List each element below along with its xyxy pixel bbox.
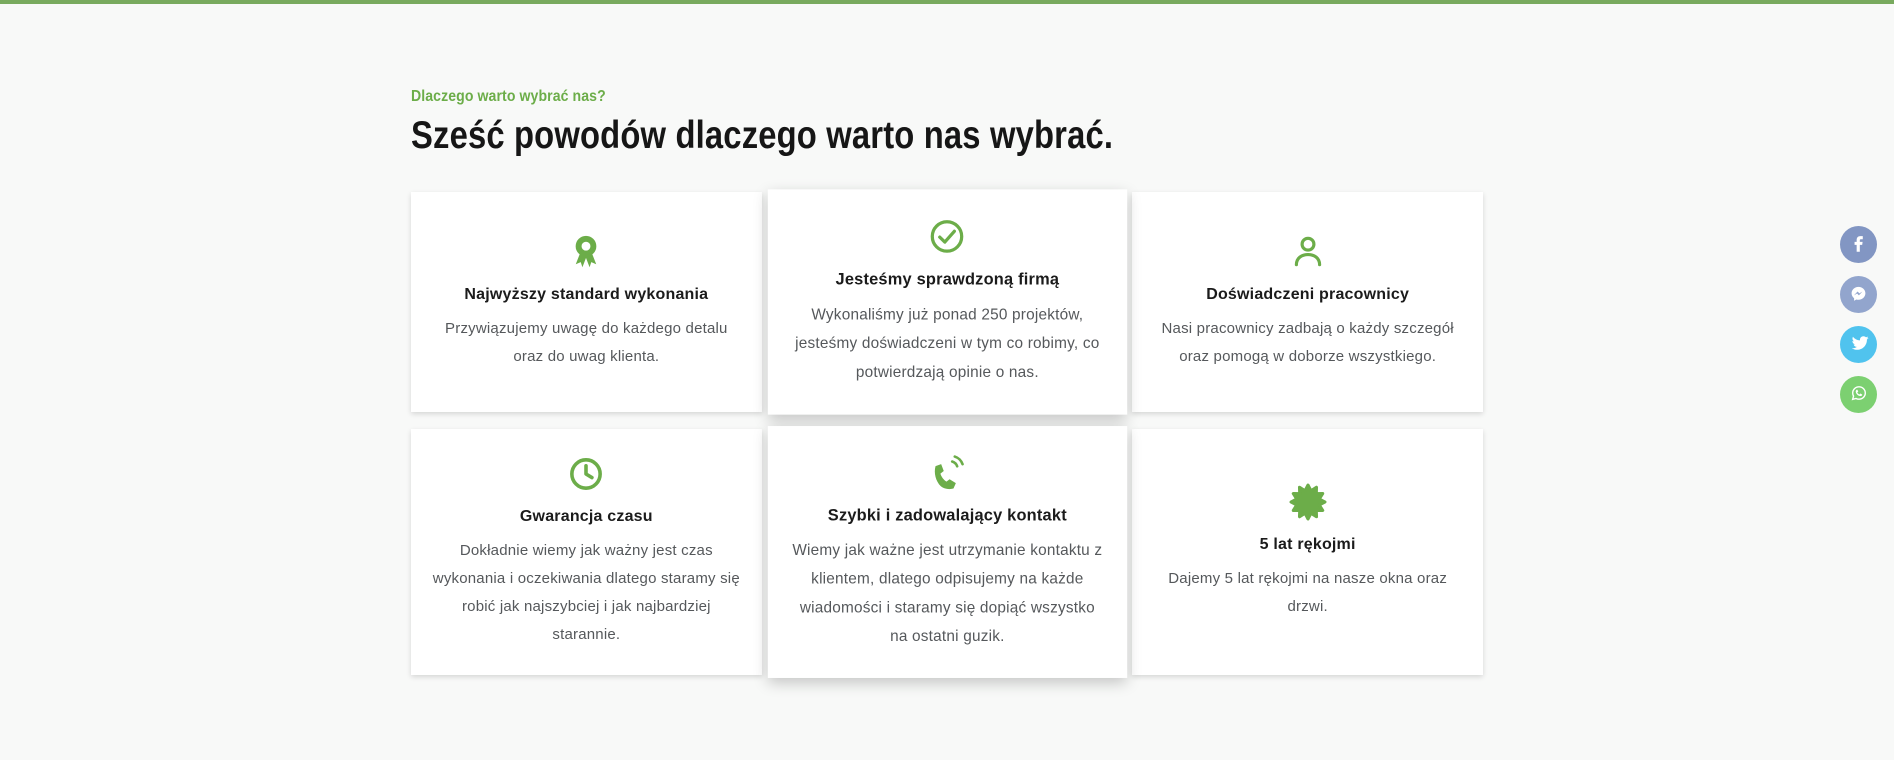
- card-title: 5 lat rękojmi: [1259, 535, 1356, 553]
- user-icon: [1289, 233, 1327, 271]
- feature-card-warranty: [1132, 429, 1483, 675]
- feature-card-standard: [411, 192, 762, 412]
- clock-icon: [567, 455, 605, 493]
- award-icon: [567, 233, 605, 271]
- feature-card-contact: [767, 426, 1126, 678]
- why-choose-us-section: [411, 4, 1483, 675]
- card-body: Dajemy 5 lat rękojmi na nasze okna oraz drzwi.: [1168, 569, 1448, 615]
- card-title: Gwarancja czasu: [519, 507, 653, 525]
- check-circle-icon: [928, 217, 967, 256]
- whatsapp-icon: [1848, 382, 1870, 407]
- seal-icon: [1289, 483, 1327, 521]
- card-title: Doświadczeni pracownicy: [1206, 285, 1410, 303]
- feature-card-staff: [1132, 192, 1483, 412]
- card-title: Najwyższy standard wykonania: [464, 285, 709, 303]
- twitter-icon: [1848, 332, 1870, 357]
- card-body: Nasi pracownicy zadbają o każdy szczegół oraz pomogą w doborze wszystkiego.: [1161, 319, 1454, 365]
- facebook-icon: [1848, 233, 1869, 257]
- card-body: Wykonaliśmy już ponad 250 projektów, jesteśmy doświadczeni w tym co robimy, co potwierdzają opinie o nas.: [794, 306, 1100, 381]
- feature-cards-grid: [411, 192, 1483, 675]
- social-share-rail: [1840, 226, 1877, 413]
- facebook-share-button[interactable]: [1840, 226, 1877, 263]
- messenger-share-button[interactable]: [1840, 276, 1877, 313]
- card-title: Jesteśmy sprawdzoną firmą: [835, 271, 1059, 289]
- messenger-icon: [1847, 282, 1870, 308]
- page-title: Sześć powodów dlaczego warto nas wybrać.: [411, 114, 1114, 157]
- card-body: Przywiązujemy uwagę do każdego detalu oraz do uwag klienta.: [445, 319, 728, 365]
- card-body: Wiemy jak ważne jest utrzymanie kontaktu z klientem, dlatego odpisujemy na każde wiadomości i staramy się dopiąć wszystko na ostatni guzik.: [792, 541, 1102, 646]
- feature-card-proven: [767, 189, 1126, 414]
- card-title: Szybki i zadowalający kontakt: [827, 506, 1067, 525]
- phone-volume-icon: [928, 453, 967, 492]
- card-body: Dokładnie wiemy jak ważny jest czas wykonania i oczekiwania dlatego staramy się robić jak najszybciej i jak najbardziej starannie.: [432, 541, 740, 644]
- section-tagline: Dlaczego warto wybrać nas?: [411, 88, 606, 105]
- twitter-share-button[interactable]: [1840, 326, 1877, 363]
- feature-card-time: [411, 429, 762, 675]
- whatsapp-share-button[interactable]: [1840, 376, 1877, 413]
